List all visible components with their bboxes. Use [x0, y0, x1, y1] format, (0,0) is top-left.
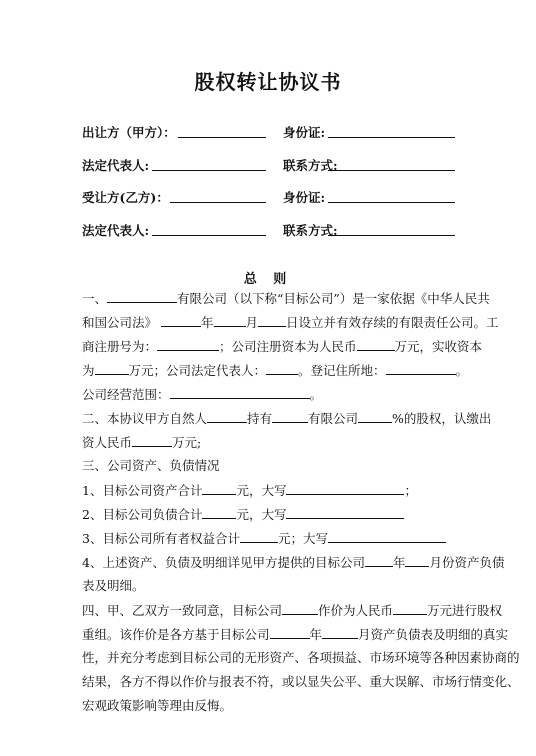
- report-month-blank[interactable]: [405, 554, 429, 567]
- text: 重组。该作价是各方基于目标公司: [82, 627, 270, 642]
- seller-name-blank[interactable]: [207, 410, 247, 423]
- clause-2-line-2: [82, 434, 201, 451]
- clause-1-line-1: [82, 290, 490, 307]
- clause-4-line-4: 结果，各方不得以作价与报表不符，或以显失公平、重大误解、市场行情变化、: [82, 674, 520, 689]
- text: 月份资产负债: [429, 555, 505, 570]
- clause-1-line-5: [82, 386, 322, 403]
- text: 资人民币: [82, 435, 133, 450]
- target-company-blank[interactable]: [282, 602, 318, 615]
- text: 。登记住所地：: [298, 363, 386, 378]
- equity-amount-blank[interactable]: [240, 530, 278, 543]
- text: 一、: [82, 291, 108, 306]
- report-year-blank[interactable]: [365, 554, 393, 567]
- text: 万元;: [172, 435, 202, 450]
- balance-year-blank[interactable]: [270, 626, 310, 639]
- text: 持有: [247, 411, 273, 426]
- clause-4-line-5: 宏观政策影响等理由反悔。: [82, 698, 233, 713]
- buyer-id-field[interactable]: [328, 202, 455, 203]
- text: 万元；公司法定代表人：: [128, 363, 267, 378]
- liabilities-words-blank[interactable]: [286, 506, 404, 519]
- seller-id-label: 身份证:: [283, 125, 326, 140]
- text: 。: [309, 387, 323, 402]
- clause-3-item-4: [82, 554, 505, 571]
- section-title: 总 则: [243, 272, 293, 287]
- legal-rep-blank[interactable]: [266, 362, 298, 375]
- seller-rep-field[interactable]: [152, 170, 266, 171]
- assets-words-blank[interactable]: [286, 482, 404, 495]
- buyer-contact-field[interactable]: [328, 235, 455, 236]
- buyer-id-label: 身份证:: [283, 190, 326, 205]
- text: %的股权，认缴出: [392, 411, 492, 426]
- text: 元；大写: [277, 531, 328, 546]
- clause-3-title: 三、公司资产、负债情况: [82, 458, 220, 473]
- seller-id-field[interactable]: [328, 137, 455, 138]
- liabilities-amount-blank[interactable]: [202, 506, 236, 519]
- text: 有限公司（以下称“目标公司”）是一家依据《中华人民共: [177, 291, 490, 306]
- paid-capital-blank[interactable]: [95, 362, 129, 375]
- clause-3-item-4-cont: 表及明细。: [82, 578, 145, 593]
- text: 1、目标公司资产合计: [82, 483, 203, 498]
- seller-label: 出让方（甲方）：: [82, 125, 176, 140]
- clause-4-line-3: 性，并充分考虑到目标公司的无形资产、各项损益、市场环境等各种因素协商的: [82, 650, 520, 665]
- text: 公司经营范围：: [82, 387, 170, 402]
- text: 日设立并有效存续的有限责任公司。工: [286, 315, 499, 330]
- clause-4-line-1: [82, 602, 502, 619]
- buyer-rep-label: 法定代表人:: [82, 223, 150, 238]
- address-blank[interactable]: [386, 362, 456, 375]
- text: 3、目标公司所有者权益合计: [82, 531, 240, 546]
- text: 元，大写: [236, 483, 287, 498]
- text: 2、目标公司负债合计: [82, 507, 203, 522]
- percent-blank[interactable]: [358, 410, 392, 423]
- text: 为: [82, 363, 95, 378]
- reg-capital-blank[interactable]: [357, 338, 395, 351]
- business-scope-blank[interactable]: [170, 386, 310, 399]
- clause-3-item-2: [82, 506, 404, 523]
- text: 月资产负债表及明细的真实: [358, 627, 509, 642]
- equity-words-blank[interactable]: [328, 530, 446, 543]
- day-blank[interactable]: [258, 314, 286, 327]
- text: 月: [245, 315, 259, 330]
- seller-contact-field[interactable]: [328, 170, 455, 171]
- text: 万元，实收资本: [394, 339, 483, 354]
- clause-3-item-3: [82, 530, 446, 547]
- text: 万元进行股权: [427, 603, 503, 618]
- buyer-contact-label: 联系方式:: [283, 223, 338, 238]
- text: ；公司注册资本为人民币: [219, 339, 357, 354]
- text: 年: [309, 627, 323, 642]
- text: 商注册号为：: [82, 339, 158, 354]
- text: 4、上述资产、负债及明细详见甲方提供的目标公司: [82, 555, 365, 570]
- document-title: 股权转让协议书: [194, 70, 342, 94]
- month-blank[interactable]: [214, 314, 246, 327]
- balance-month-blank[interactable]: [322, 626, 358, 639]
- clause-3-item-1: [82, 482, 417, 499]
- buyer-label: 受让方(乙方)：: [82, 190, 169, 205]
- clause-4-line-2: [82, 626, 508, 643]
- text: 年: [201, 315, 214, 330]
- seller-contact-label: 联系方式:: [283, 158, 338, 173]
- company-name-blank[interactable]: [107, 290, 177, 303]
- buyer-rep-field[interactable]: [152, 235, 266, 236]
- text: 作价为人民币: [318, 603, 394, 618]
- text: 元，大写: [236, 507, 287, 522]
- text: ；: [404, 483, 417, 498]
- text: 四、甲、乙双方一致同意，目标公司: [82, 603, 283, 618]
- text: 有限公司: [308, 411, 359, 426]
- company-blank[interactable]: [272, 410, 308, 423]
- reg-no-blank[interactable]: [157, 338, 219, 351]
- text: 年: [392, 555, 406, 570]
- price-blank[interactable]: [393, 602, 427, 615]
- clause-1-line-4: [82, 362, 468, 379]
- subscribed-capital-blank[interactable]: [132, 434, 172, 447]
- clause-1-line-2: [82, 314, 499, 331]
- text: 二、本协议甲方自然人: [82, 411, 208, 426]
- buyer-field[interactable]: [170, 202, 266, 203]
- assets-amount-blank[interactable]: [202, 482, 236, 495]
- clause-1-line-3: [82, 338, 482, 355]
- seller-field[interactable]: [178, 137, 266, 138]
- clause-2-line-1: [82, 410, 491, 427]
- text: 和国公司法》: [82, 315, 158, 330]
- seller-rep-label: 法定代表人:: [82, 158, 150, 173]
- text: 。: [455, 363, 469, 378]
- year-blank[interactable]: [161, 314, 201, 327]
